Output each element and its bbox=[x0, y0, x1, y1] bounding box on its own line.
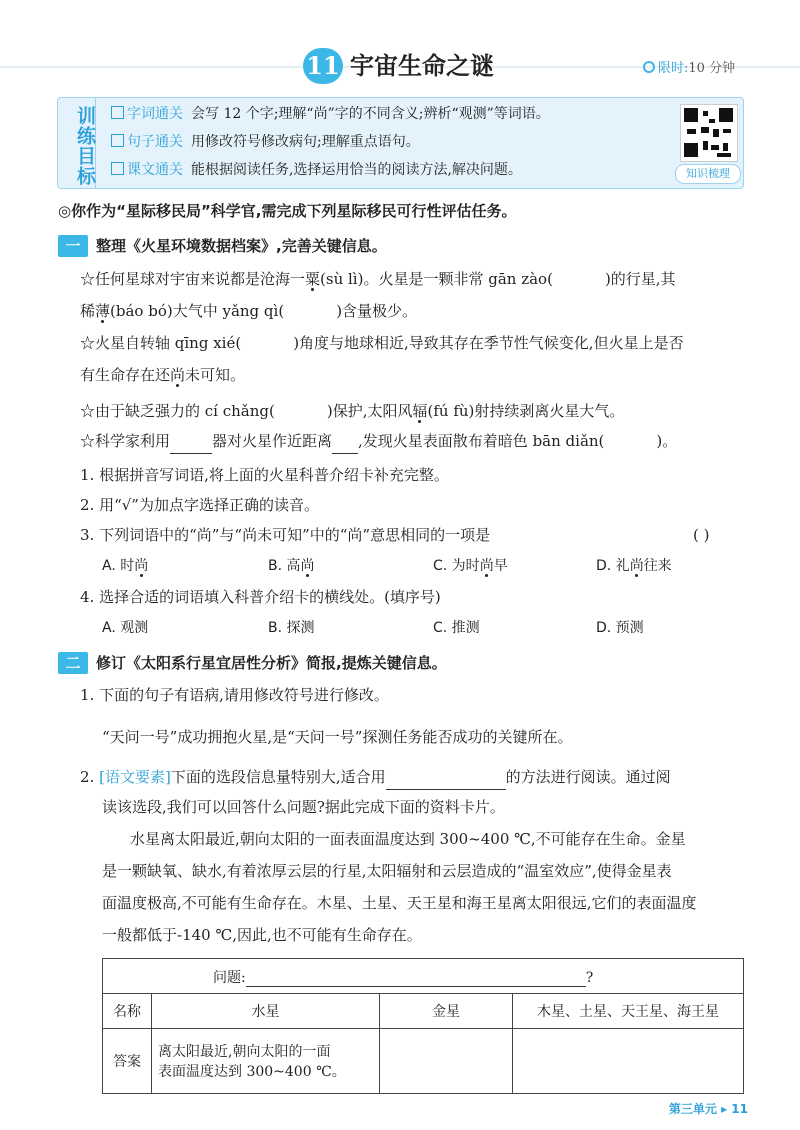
faulty-sentence: “天问一号”成功拥抱火星,是“天问一号”探测任务能否成功的关键所在。 bbox=[102, 728, 573, 746]
header-cell: 木星、土星、天王星、海王星 bbox=[513, 994, 744, 1029]
card-line: ☆由于缺乏强力的 cí chǎng( )保护,太阳风辐(fú fù)射持续剥离火星大气。 bbox=[80, 402, 625, 420]
info-card-table bbox=[102, 958, 744, 1094]
header-cell: 名称 bbox=[103, 994, 152, 1029]
answer-cell-blank[interactable] bbox=[513, 1029, 744, 1094]
goal-item: 课文通关 能根据阅读任务,选择运用恰当的阅读方法,解决问题。 bbox=[111, 159, 522, 181]
header-cell: 水星 bbox=[152, 994, 380, 1029]
passage-line: 面温度极高,不可能有生命存在。木星、土星、天王星和海王星离太阳很远,它们的表面温度 bbox=[102, 894, 697, 912]
passage-line: 一般都低于-140 ℃,因此,也不可能有生命存在。 bbox=[102, 926, 422, 944]
card-line: 有生命存在还尚未可知。 bbox=[80, 366, 246, 384]
question-row: 问题: ? bbox=[103, 959, 744, 994]
question-4: 4. 选择合适的词语填入科普介绍卡的横线处。(填序号) bbox=[80, 588, 441, 606]
section-1-heading: 一 整理《火星环境数据档案》,完善关键信息。 bbox=[58, 233, 387, 259]
question-3: 3. 下列词语中的“尚”与“尚未可知”中的“尚”意思相同的一项是 bbox=[80, 526, 491, 544]
checkbox[interactable] bbox=[111, 162, 124, 175]
time-limit bbox=[643, 57, 735, 76]
clock-icon bbox=[643, 61, 655, 73]
answer-cell: 离太阳最近,朝向太阳的一面 表面温度达到 300~400 ℃。 bbox=[152, 1029, 380, 1094]
question-1: 1. 下面的句子有语病,请用修改符号进行修改。 bbox=[80, 686, 389, 704]
lesson-title: 宇宙生命之谜 bbox=[350, 52, 494, 80]
knowledge-summary-label[interactable]: 知识梳理 bbox=[675, 164, 741, 184]
lesson-number: 11 bbox=[303, 48, 343, 84]
checkbox[interactable] bbox=[111, 106, 124, 119]
training-goals-box bbox=[57, 97, 744, 189]
goal-item: 句子通关 用修改符号修改病句;理解重点语句。 bbox=[111, 131, 420, 153]
card-line: 稀薄(báo bó)大气中 yǎng qì( )含量极少。 bbox=[80, 302, 418, 320]
time-limit-label: 限时: bbox=[658, 61, 689, 76]
goal-item: 字词通关 会写 12 个字;理解“尚”字的不同含义;辨析“观测”等词语。 bbox=[111, 103, 550, 125]
question-2: 2. 用“√”为加点字选择正确的读音。 bbox=[80, 496, 319, 514]
section-2-heading: 二 修订《太阳系行星宜居性分析》简报,提炼关键信息。 bbox=[58, 650, 447, 676]
passage-line: 水星离太阳最近,朝向太阳的一面表面温度达到 300~400 ℃,不可能存在生命。金星 bbox=[130, 830, 686, 848]
qr-code-icon[interactable] bbox=[680, 104, 738, 162]
option-c[interactable]: C. 推测 bbox=[433, 620, 480, 636]
question-2-cont: 读该选段,我们可以回答什么问题?据此完成下面的资料卡片。 bbox=[102, 798, 505, 816]
page-footer: 第三单元 ▸ 11 bbox=[668, 1102, 748, 1116]
option-a[interactable]: A. 观测 bbox=[102, 620, 149, 636]
fill-blank[interactable] bbox=[246, 966, 586, 987]
answer-paren[interactable]: ( ) bbox=[693, 526, 710, 544]
goals-tag: 训练目标 bbox=[58, 98, 96, 188]
option-b[interactable]: B. 探测 bbox=[268, 620, 315, 636]
question-2: 2. [语文要素]下面的选段信息量特别大,适合用 的方法进行阅读。通过阅 bbox=[80, 764, 671, 790]
fill-blank[interactable] bbox=[386, 769, 506, 790]
card-line: ☆任何星球对宇宙来说都是沧海一粟(sù lì)。火星是一颗非常 gān zào( )的行星,其 bbox=[80, 270, 676, 288]
fill-blank[interactable] bbox=[170, 433, 212, 454]
option-d[interactable]: D. 礼尚往来 bbox=[596, 558, 672, 574]
option-b[interactable]: B. 高尚 bbox=[268, 558, 315, 574]
card-line: ☆火星自转轴 qīng xié( )角度与地球相近,导致其存在季节性气候变化,但火星上是否 bbox=[80, 334, 684, 352]
task-intro: ◎你作为“星际移民局”科学官,需完成下列星际移民可行性评估任务。 bbox=[58, 202, 517, 220]
row-label: 答案 bbox=[103, 1029, 152, 1094]
option-c[interactable]: C. 为时尚早 bbox=[433, 558, 508, 574]
fill-blank[interactable] bbox=[332, 433, 358, 454]
option-d[interactable]: D. 预测 bbox=[596, 620, 644, 636]
answer-cell-blank[interactable] bbox=[380, 1029, 513, 1094]
time-limit-value: 10 分钟 bbox=[688, 61, 736, 76]
checkbox[interactable] bbox=[111, 134, 124, 147]
section-number: 一 bbox=[58, 235, 88, 257]
language-element-tag: [语文要素] bbox=[99, 768, 171, 786]
question-1: 1. 根据拼音写词语,将上面的火星科普介绍卡补充完整。 bbox=[80, 466, 449, 484]
section-number: 二 bbox=[58, 652, 88, 674]
passage-line: 是一颗缺氧、缺水,有着浓厚云层的行星,太阳辐射和云层造成的“温室效应”,使得金星表 bbox=[102, 862, 672, 880]
option-a[interactable]: A. 时尚 bbox=[102, 558, 149, 574]
header-cell: 金星 bbox=[380, 994, 513, 1029]
card-line: ☆科学家利用 器对火星作近距离 ,发现火星表面散布着暗色 bān diǎn( )。 bbox=[80, 428, 677, 454]
